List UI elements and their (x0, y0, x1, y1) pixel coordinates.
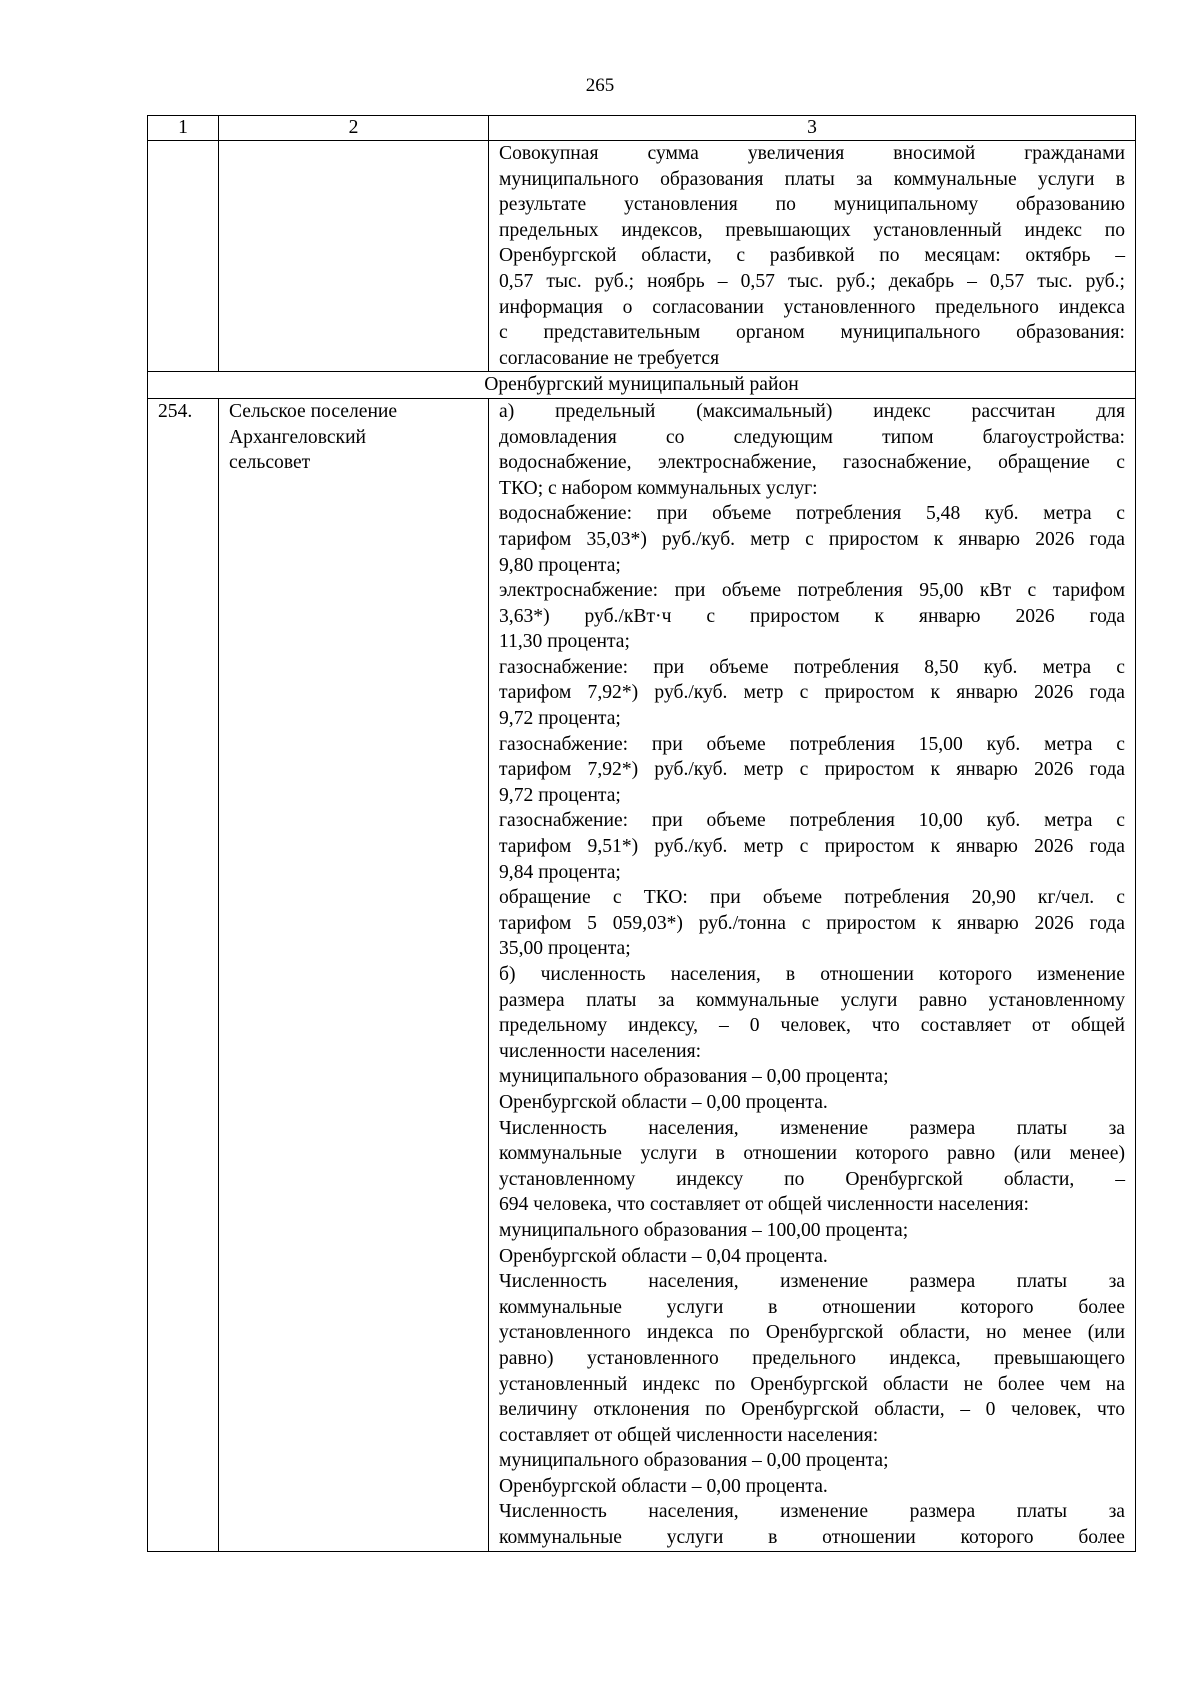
entry-row (148, 398, 1136, 1551)
text-line: тарифом 35,03*) руб./куб. метр с приростом к январю 2026 года (499, 528, 1125, 550)
text-line: газоснабжение: при объеме потребления 15,00 куб. метра с (499, 733, 1125, 755)
text-line: Численность населения, изменение размера платы за (499, 1271, 1125, 1293)
text-line: результате установления по муниципальному образованию (499, 194, 1125, 216)
text-line: тарифом 7,92*) руб./куб. метр с приростом к январю 2026 года (499, 682, 1125, 704)
text-line: тарифом 7,92*) руб./куб. метр с приростом к январю 2026 года (499, 759, 1125, 781)
text-line: б) численность населения, в отношении которого изменение (499, 964, 1125, 985)
section-title: Оренбургский муниципальный район (148, 372, 1136, 399)
page-number: 265 (585, 75, 615, 96)
continuation-text-cell (489, 141, 1136, 372)
text-line: тарифом 5 059,03*) руб./тонна с приростом к январю 2026 года (499, 912, 1125, 934)
continuation-row (148, 141, 1136, 372)
continuation-num-cell (148, 141, 219, 372)
text-line: коммунальные услуги в отношении которого более (499, 1527, 1125, 1549)
text-line: составляет от общей численности населения: (499, 1424, 879, 1446)
text-line: 9,72 процента; (499, 784, 621, 806)
text-line: согласование не требуется (499, 347, 720, 369)
section-row (148, 372, 1136, 399)
text-line: а) предельный (максимальный) индекс рассчитан для (499, 400, 1125, 422)
text-line: 35,00 процента; (499, 938, 631, 960)
text-line: домовладения со следующим типом благоустройства: (499, 426, 1125, 448)
text-line: коммунальные услуги в отношении которого равно (или менее) (499, 1143, 1125, 1165)
text-line: равно) установленного предельного индекса, превышающего (499, 1347, 1125, 1369)
text-line: Сельское поселение (229, 400, 398, 422)
text-line: Численность населения, изменение размера платы за (499, 1117, 1125, 1139)
table-header-row (148, 116, 1136, 141)
text-line: муниципального образования – 100,00 процента; (499, 1219, 909, 1241)
text-line: предельному индексу, – 0 человек, что составляет от общей (499, 1015, 1125, 1037)
entry-description (489, 398, 1136, 1551)
text-line: предельных индексов, превышающих установленный индекс по (499, 219, 1125, 241)
text-line: муниципального образования – 0,00 процента; (499, 1066, 889, 1088)
text-line: газоснабжение: при объеме потребления 10,00 куб. метра с (499, 810, 1125, 832)
header-col-1: 1 (148, 116, 219, 141)
text-line: 11,30 процента; (499, 631, 630, 653)
text-line: Численность населения, изменение размера платы за (499, 1501, 1125, 1523)
entry-name (219, 398, 489, 1551)
text-line: муниципального образования платы за коммунальные услуги в (499, 168, 1125, 190)
text-line: 0,57 тыс. руб.; ноябрь – 0,57 тыс. руб.; декабрь – 0,57 тыс. руб.; (499, 270, 1125, 292)
text-line: муниципального образования – 0,00 процента; (499, 1450, 889, 1472)
text-line: Совокупная сумма увеличения вносимой гражданами (499, 143, 1125, 164)
text-line: тарифом 9,51*) руб./куб. метр с приростом к январю 2026 года (499, 836, 1125, 858)
text-line: обращение с ТКО: при объеме потребления 20,90 кг/чел. с (499, 887, 1125, 909)
text-line: размера платы за коммунальные услуги равно установленному (499, 989, 1125, 1011)
text-line: 3,63*) руб./кВт·ч с приростом к январю 2026 года (499, 605, 1125, 627)
text-line: установленного индекса по Оренбургской области, но менее (или (499, 1322, 1125, 1344)
text-line: 9,72 процента; (499, 708, 621, 730)
text-line: газоснабжение: при объеме потребления 8,50 куб. метра с (499, 656, 1125, 678)
text-line: Оренбургской области – 0,00 процента. (499, 1475, 828, 1497)
text-line: ТКО; с набором коммунальных услуг: (499, 477, 818, 499)
text-line: Оренбургской области, с разбивкой по месяцам: октябрь – (499, 245, 1125, 267)
text-line: 9,84 процента; (499, 861, 621, 883)
text-line: Оренбургской области – 0,00 процента. (499, 1091, 828, 1113)
entry-number: 254. (148, 398, 219, 1551)
text-line: с представительным органом муниципального образования: (499, 322, 1125, 344)
text-line: величину отклонения по Оренбургской области, – 0 человек, что (499, 1399, 1125, 1421)
text-line: 694 человека, что составляет от общей численности населения: (499, 1194, 1029, 1216)
text-line: установленному индексу по Оренбургской области, – (499, 1168, 1125, 1190)
text-line: Архангеловский (229, 426, 367, 448)
text-line: сельсовет (229, 452, 311, 474)
text-line: установленный индекс по Оренбургской области не более чем на (499, 1373, 1125, 1395)
text-line: 9,80 процента; (499, 554, 621, 576)
text-line: электроснабжение: при объеме потребления 95,00 кВт с тарифом (499, 580, 1125, 602)
text-line: водоснабжение: при объеме потребления 5,48 куб. метра с (499, 503, 1125, 525)
header-col-3: 3 (489, 116, 1136, 141)
text-line: Оренбургской области – 0,04 процента. (499, 1245, 828, 1267)
continuation-name-cell (219, 141, 489, 372)
document-table (147, 115, 1136, 1552)
text-line: водоснабжение, электроснабжение, газоснабжение, обращение с (499, 452, 1125, 474)
header-col-2: 2 (219, 116, 489, 141)
text-line: коммунальные услуги в отношении которого более (499, 1296, 1125, 1318)
text-line: информация о согласовании установленного предельного индекса (499, 296, 1125, 318)
text-line: численности населения: (499, 1040, 702, 1062)
